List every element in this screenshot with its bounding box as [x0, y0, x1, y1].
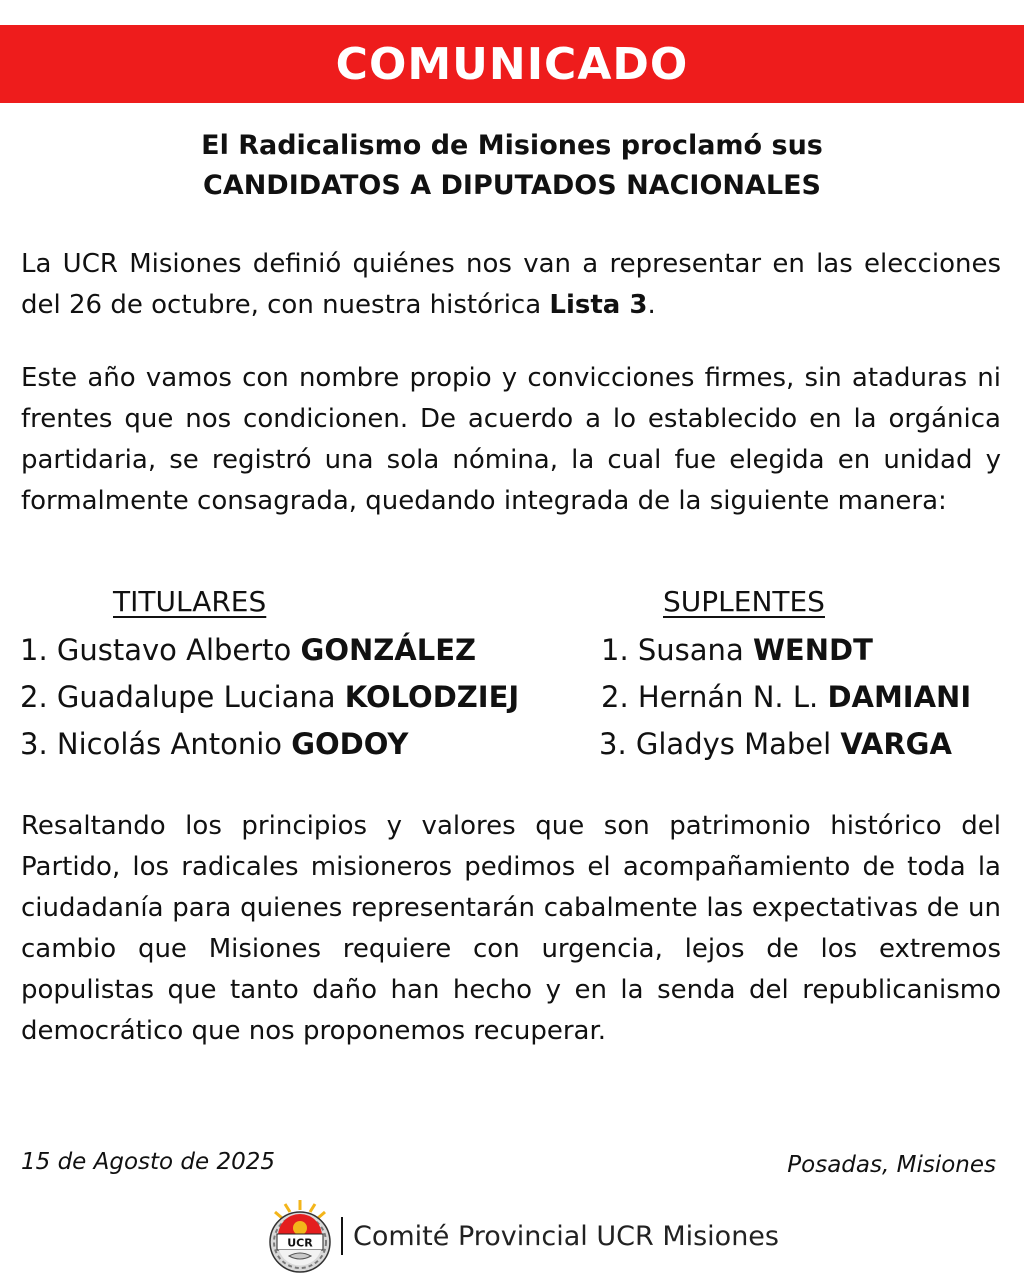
suplente-2-surname: DAMIANI: [827, 680, 972, 714]
footer: [265, 1198, 779, 1274]
paragraph-intro-text: La UCR Misiones definió quiénes nos van a representar en las elecciones del 26 de octubre, con nuestra histórica: [21, 249, 1001, 320]
date: 15 de Agosto de 2025: [21, 1149, 276, 1175]
titulares-heading: TITULARES: [113, 585, 267, 618]
suplente-3-surname: VARGA: [840, 727, 952, 761]
paragraph-context: Este año vamos con nombre propio y convicciones firmes, sin ataduras ni frentes que nos condicionen. De acuerdo a lo establecido en la orgánica partidaria, se registró una sola nómina, la cual fue elegida en unidad y formalmente consagrada, quedando integrada de la siguiente manera:: [21, 363, 1001, 516]
titular-2-num: 2.: [20, 680, 48, 714]
ucr-logo-icon: [265, 1198, 335, 1274]
suplente-2-given: Hernán N. L.: [637, 680, 819, 714]
ucr-logo-text: UCR: [287, 1236, 313, 1250]
titular-2-given: Guadalupe Luciana: [56, 680, 336, 714]
suplente-3-num: 3.: [599, 727, 627, 761]
titular-1-num: 1.: [20, 633, 48, 667]
headline-line-2: CANDIDATOS A DIPUTADOS NACIONALES: [203, 170, 821, 201]
place: Posadas, Misiones: [787, 1152, 996, 1178]
titular-1-given: Gustavo Alberto: [56, 633, 292, 667]
titular-2-surname: KOLODZIEJ: [344, 680, 520, 714]
titular-3-num: 3.: [20, 727, 48, 761]
titular-1: [20, 630, 476, 670]
suplente-3-given: Gladys Mabel: [635, 727, 832, 761]
suplente-3: [599, 724, 952, 764]
header-banner: [0, 25, 1024, 103]
paragraph-intro-end: .: [647, 290, 656, 320]
committee-name: Comité Provincial UCR Misiones: [353, 1220, 779, 1252]
suplente-2-num: 2.: [601, 680, 629, 714]
suplente-1-given: Susana: [637, 633, 744, 667]
titular-3-given: Nicolás Antonio: [56, 727, 282, 761]
suplente-1-surname: WENDT: [752, 633, 873, 667]
titular-3-surname: GODOY: [291, 727, 409, 761]
banner-title: COMUNICADO: [335, 38, 689, 90]
suplentes-heading: SUPLENTES: [663, 585, 825, 618]
footer-divider: [341, 1217, 343, 1255]
paragraph-intro: [21, 244, 1001, 326]
titular-1-surname: GONZÁLEZ: [300, 633, 477, 667]
paragraph-closing: Resaltando los principios y valores que son patrimonio histórico del Partido, los radicales misioneros pedimos el acompañamiento de toda la ciudadanía para quienes representarán cabalmente las expectativas de un cambio que Misiones requiere con urgencia, lejos de los extremos populistas que tanto daño han hecho y en la senda del republicanismo democrático que nos proponemos recuperar.: [21, 811, 1001, 1046]
headline-line-1: El Radicalismo de Misiones proclamó sus: [201, 130, 823, 161]
lista-3-highlight: Lista 3: [549, 290, 648, 320]
suplente-1-num: 1.: [601, 633, 629, 667]
suplente-2: [601, 677, 971, 717]
titular-3: [20, 724, 408, 764]
titular-2: [20, 677, 519, 717]
suplente-1: [601, 630, 873, 670]
